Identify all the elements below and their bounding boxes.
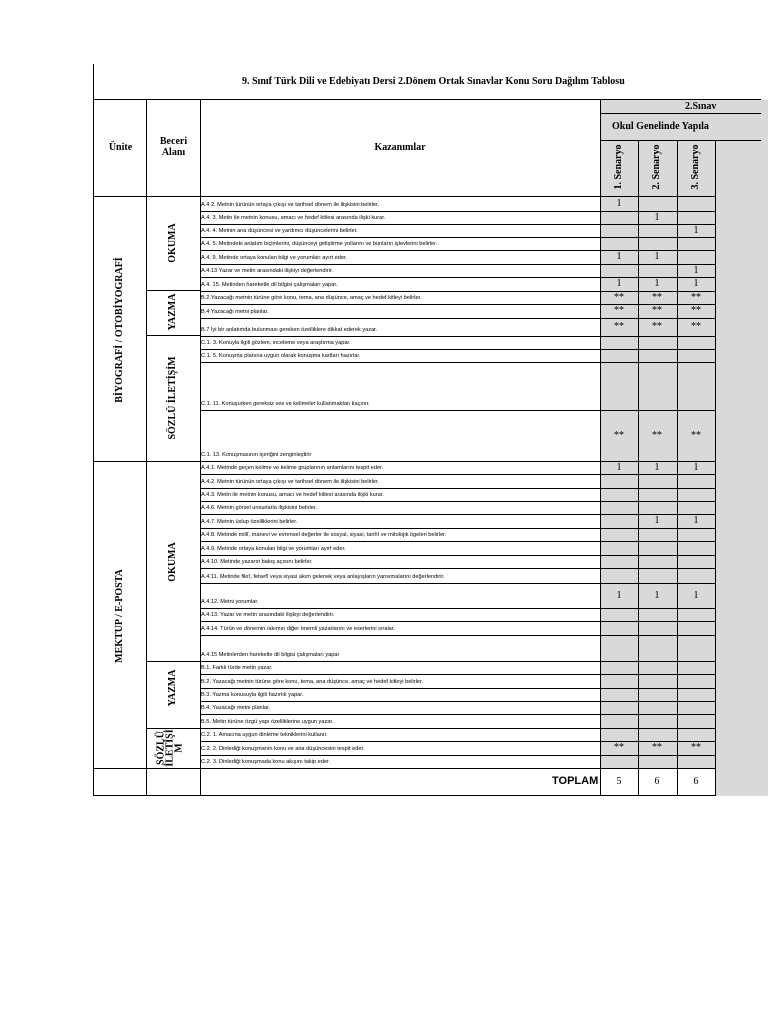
skill-okuma-1: OKUMA: [167, 223, 178, 263]
scenario-2-cell: **: [652, 429, 662, 441]
skill-sozlu-2-label: SÖZLÜ İLETİŞİ M: [155, 729, 185, 767]
kazanim-text: A.4.7. Metnin üslup özelliklerini belirler.: [201, 519, 298, 525]
header-beceri-label: Beceri Alanı: [159, 136, 188, 158]
row-line-1: [200, 224, 715, 225]
row-line-31: [200, 728, 715, 729]
hline-skill-2: [146, 461, 201, 462]
kazanim-text: B.7 İyi bir anlatımda bulunması gereken özelliklere dikkat ederek yazar.: [201, 327, 378, 333]
kazanim-text: A.4. 15. Metinden hareketle dil bilgisi çalışmaları yapar.: [201, 282, 338, 288]
hline-skill-0: [146, 290, 201, 291]
scenario-3-cell: 1: [693, 224, 699, 236]
row-line-23: [200, 608, 715, 609]
kazanim-text: C.2. 1. Amacına uygun dinleme tekniklerini kullanır.: [201, 732, 328, 738]
scenario-2-cell: **: [652, 742, 662, 753]
row-line-11: [200, 362, 715, 363]
row-line-14: [200, 474, 715, 475]
kazanim-text: B.5. Metin türüne özgü yapı özelliklerine uygun yazar.: [201, 719, 334, 725]
hline-skill-1: [146, 335, 201, 336]
kazanim-text: A.4.8. Metinde millî, manevi ve evrensel değerler ile sosyal, siyasi, tarihî ve mitolojik ögeleri belirler.: [201, 532, 447, 538]
kazanim-text: B.4 Yazacağı metni planlar.: [201, 309, 269, 315]
row-line-26: [200, 661, 715, 662]
kazanim-text: B.2. Yazacağı metnin türüne göre konu, tema, ana düşünce, amaç ve hedef kitleyi belirler.: [201, 679, 424, 685]
scenario-3-cell: **: [691, 291, 701, 303]
vline-0: [93, 64, 94, 796]
row-line-2: [200, 237, 715, 238]
header-senaryo-1: 1. Senaryo: [613, 144, 624, 190]
scenario-2-cell: 1: [654, 251, 660, 262]
hline-header-bottom: [93, 196, 715, 197]
kazanim-text: B.3. Yazma konusuyla ilgili hazırlık yapar.: [201, 692, 304, 698]
skill-yazma-1: YAZMA: [167, 293, 178, 331]
row-line-29: [200, 701, 715, 702]
scenario-3-cell: 1: [693, 589, 699, 601]
unit-biyografi: BİYOGRAFİ / OTOBİYOGRAFİ: [114, 257, 125, 403]
row-line-12: [200, 410, 715, 411]
header-sinav: 2.Sınav: [685, 101, 717, 112]
hline-top: [93, 99, 761, 100]
scenario-2-cell: 1: [654, 515, 660, 526]
scenario-2-cell: 1: [654, 589, 660, 601]
hline-sinav: [600, 113, 761, 114]
kazanim-text: A.4.13 Yazar ve metin arasındaki ilişkiyi değerlendirir.: [201, 268, 333, 274]
total-s1: 5: [616, 776, 622, 787]
kazanim-text: C.2. 3. Dinlediği konuşmada konu akışını takip eder.: [201, 759, 331, 765]
kazanim-text: A.4.1. Metinde geçen kelime ve kelime gruplarının anlamlarını tespit eder.: [201, 465, 384, 471]
header-beceri: [148, 136, 199, 158]
row-line-15: [200, 488, 715, 489]
row-line-30: [200, 714, 715, 715]
total-s3: 6: [693, 776, 699, 787]
kazanim-text: A.4.13. Yazar ve metin arasındaki ilişkiyi değerlendirir.: [201, 612, 335, 618]
scenario-1-cell: **: [614, 321, 624, 332]
header-kazanimlar: Kazanımlar: [374, 142, 426, 153]
kazanim-text: B.1. Farklı türde metin yazar.: [201, 665, 273, 671]
hline-unit-split: [93, 461, 147, 462]
kazanim-text: C.1. 11. Konuşurken gereksiz ses ve kelimeler kullanmaktan kaçınır.: [201, 401, 370, 407]
row-line-8: [200, 318, 715, 319]
kazanim-text: A.4.3. Metin ile metnin konusu, amacı ve hedef kitlesi arasında ilişki kurar.: [201, 492, 384, 498]
scenario-3-cell: 1: [693, 278, 699, 289]
row-line-22: [200, 583, 715, 584]
skill-sozlu-1: SÖZLÜ İLETİŞİM: [167, 356, 178, 440]
scenario-2-cell: **: [652, 321, 662, 332]
kazanim-text: A.4 2. Metnin türünün ortaya çıkışı ve tarihsel dönem ile ilişkisini belirler.: [201, 202, 380, 208]
total-label: TOPLAM: [552, 775, 599, 787]
kazanim-text: A.4.10. Metinde yazarın bakış açısını belirler.: [201, 559, 313, 565]
row-line-16: [200, 501, 715, 502]
kazanim-text: A.4.9. Metinde ortaya konulan bilgi ve yorumları ayırt eder.: [201, 546, 346, 552]
kazanim-text: C.1. 13. Konuşmasının içeriğini zenginleştirir: [201, 452, 312, 458]
row-line-24: [200, 621, 715, 622]
row-line-20: [200, 555, 715, 556]
scenario-1-cell: 1: [616, 251, 622, 262]
kazanim-text: A.4. 4. Metnin ana düşüncesi ve yardımcı düşüncelerini belirler.: [201, 228, 358, 234]
scenario-3-cell: 1: [693, 264, 699, 276]
kazanim-text: B.4. Yazacağı metni planlar.: [201, 705, 271, 711]
scenario-3-cell: 1: [693, 515, 699, 526]
kazanim-text: A.4.2. Metnin türünün ortaya çıkışı ve tarihsel dönem ile ilişkisini belirler.: [201, 479, 380, 485]
kazanim-text: C.2. 2. Dinlediği konuşmanın konu ve ana düşüncesini tespit eder.: [201, 746, 365, 752]
header-senaryo-3: 3. Senaryo: [690, 144, 701, 190]
scenario-3-cell: 1: [693, 461, 699, 473]
scenario-1-cell: 1: [616, 461, 622, 473]
col-line-3: [715, 140, 716, 796]
scenario-3-cell: **: [691, 305, 701, 316]
kazanim-text: C.1. 5. Konuşma planına uygun olarak konuşma kartları hazırlar.: [201, 353, 361, 359]
kazanim-text: A.4.11. Metinde fikrî, felsefî veya siyasi akım gelenek veya anlayışların yansımalarını değerlendirir.: [201, 574, 445, 580]
kazanim-text: A.4.6. Metnin görsel unsurlarla ilişkisini belirler.: [201, 505, 317, 511]
scenario-3-cell: **: [691, 429, 701, 441]
row-line-33: [200, 755, 715, 756]
kazanim-text: A.4.15 Metinlerden hareketle dil bilgisi çalışmaları yapar: [201, 652, 340, 658]
kazanim-text: A.4. 5. Metindeki anlatım biçimlerini, düşünceyi geliştirme yollarını ve bunların işlevlerini belirler.: [201, 241, 438, 247]
scenario-2-cell: 1: [654, 211, 660, 223]
scenario-1-cell: **: [614, 429, 624, 441]
kazanim-text: A.4.14. Türün ve dönemin /akımın diğer önemli yazarlarını ve eserlerini sıralar.: [201, 626, 395, 632]
kazanim-text: B.2.Yazacağı metnin türüne göre konu, tema, ana düşünce, amaç ve hedef kitleyi belirler.: [201, 295, 422, 301]
total-s2: 6: [654, 776, 660, 787]
skill-sozlu-2: [157, 728, 184, 768]
scenario-2-cell: **: [652, 305, 662, 316]
scenario-1-cell: 1: [616, 278, 622, 289]
row-line-4: [200, 264, 715, 265]
row-line-21: [200, 568, 715, 569]
skill-okuma-2: OKUMA: [167, 542, 178, 582]
row-line-25: [200, 635, 715, 636]
header-unite: Ünite: [108, 142, 133, 153]
scenario-2-cell: 1: [654, 461, 660, 473]
header-senaryo-2: 2. Senaryo: [651, 144, 662, 190]
row-line-28: [200, 688, 715, 689]
scenario-3-cell: **: [691, 321, 701, 332]
scenario-2-cell: 1: [654, 278, 660, 289]
row-line-10: [200, 349, 715, 350]
row-line-34: [200, 768, 715, 769]
header-okul: Okul Genelinde Yapıla: [612, 121, 709, 132]
hline-total-bottom: [93, 795, 715, 796]
kazanim-text: A.4.12. Metni yorumlar.: [201, 599, 259, 605]
page-title: 9. Sınıf Türk Dili ve Edebiyatı Dersi 2.Dönem Ortak Sınavlar Konu Soru Dağılım Tablosu: [242, 76, 625, 87]
kazanim-text: A.4. 9. Metinde ortaya konulan bilgi ve yorumları ayırt eder.: [201, 255, 348, 261]
row-line-19: [200, 541, 715, 542]
row-line-27: [200, 674, 715, 675]
scenario-1-cell: **: [614, 291, 624, 303]
scenario-3-cell: **: [691, 742, 701, 753]
vline-1: [146, 100, 147, 796]
hline-okul: [600, 140, 761, 141]
skill-yazma-2: YAZMA: [167, 669, 178, 707]
right-band-shade: [716, 100, 768, 796]
scenario-1-cell: 1: [616, 198, 622, 209]
kazanim-text: A.4. 3. Metin ile metnin konusu, amacı ve hedef kitlesi arasında ilişki kurar.: [201, 215, 386, 221]
hline-skill-3: [146, 661, 201, 662]
unit-mektup: MEKTUP / E-POSTA: [114, 569, 125, 663]
row-line-9: [200, 336, 715, 337]
scenario-1-cell: 1: [616, 589, 622, 601]
scenario-1-cell: **: [614, 742, 624, 753]
row-line-18: [200, 528, 715, 529]
scenario-2-cell: **: [652, 291, 662, 303]
kazanim-text: C.1. 3. Konuyla ilgili gözlem, inceleme veya araştırma yapar.: [201, 340, 351, 346]
scenario-1-cell: **: [614, 305, 624, 316]
